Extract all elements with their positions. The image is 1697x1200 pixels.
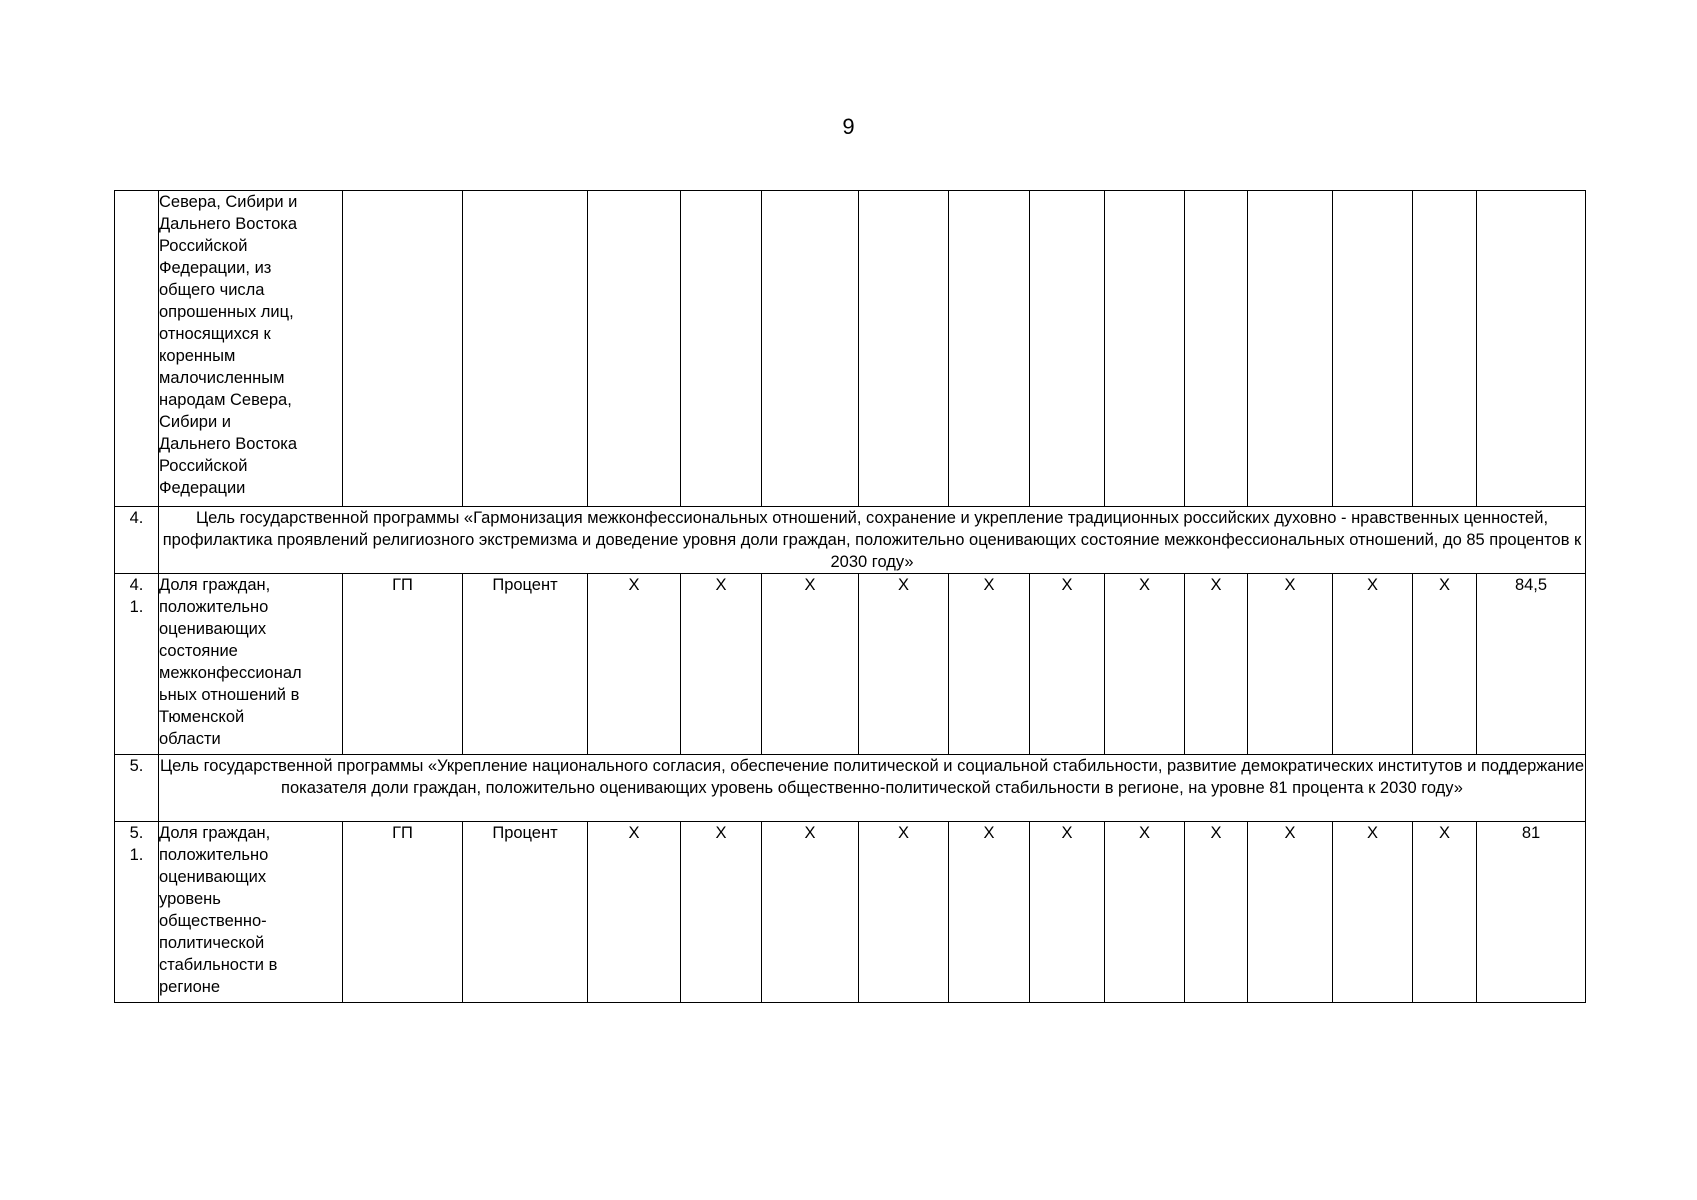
mark-cell: X [949,574,1030,755]
mark-cell: X [1413,822,1477,1003]
row-number-cell [115,191,159,507]
mark-cell: X [949,822,1030,1003]
mark-cell: X [1185,574,1248,755]
row-number [115,574,159,755]
indicators-table [114,190,1586,1003]
indicator-unit: Процент [463,822,588,1003]
indicator-type: ГП [343,574,463,755]
indicator-unit: Процент [463,574,588,755]
mark-cell: X [681,574,762,755]
mark-cell: X [859,822,949,1003]
empty-cell [1477,191,1586,507]
goal-text: Цель государственной программы «Укрепление национального согласия, обеспечение политической и социальной стабильности, развитие демократических институтов и поддержание показателя доли граждан, положительно оценивающих уровень общественно-политической стабильности в регионе, на уровне 81 процента к 2030 году» [159,755,1586,822]
mark-cell: X [859,574,949,755]
empty-cell [1248,191,1333,507]
mark-cell: X [1185,822,1248,1003]
empty-cell [681,191,762,507]
row-number: 4. [115,507,159,574]
mark-cell: X [762,574,859,755]
mark-cell: X [1030,822,1105,1003]
empty-cell [1333,191,1413,507]
indicator-name-cell [159,574,343,755]
row-number [115,822,159,1003]
mark-cell: X [1105,822,1185,1003]
table-row-continuation [115,191,1586,507]
indicator-name-cell [159,191,343,507]
empty-cell [949,191,1030,507]
row-number-text: 5. 1. [129,824,144,864]
empty-cell [859,191,949,507]
page-number: 9 [842,114,855,139]
empty-cell [1185,191,1248,507]
mark-cell: X [1105,574,1185,755]
indicator-name: Доля граждан, положительно оценивающих уровень общественно- политической стабильности в регионе [159,824,278,996]
mark-cell: X [1333,822,1413,1003]
empty-cell [588,191,681,507]
mark-cell: X [762,822,859,1003]
row-number-text: 4. 1. [129,576,144,616]
goal-text: Цель государственной программы «Гармонизация межконфессиональных отношений, сохранение и укрепление традиционных российских духовно - нравственных ценностей, профилактика проявлений религиозного экстремизма и доведение уровня доли граждан, положительно оценивающих состояние межконфессиональных отношений, до 85 процентов к 2030 году» [159,507,1586,574]
empty-cell [1030,191,1105,507]
indicator-name: Севера, Сибири и Дальнего Востока Российской Федерации, из общего числа опрошенных лиц, относящихся к коренным малочисленным народам Севера, Сибири и Дальнего Востока Российской Федерации [159,193,298,497]
mark-cell: X [1413,574,1477,755]
mark-cell: X [588,574,681,755]
empty-cell [1105,191,1185,507]
row-number: 5. [115,755,159,822]
empty-cell [762,191,859,507]
table-row-goal-5 [115,755,1586,822]
empty-cell [463,191,588,507]
target-value: 81 [1477,822,1586,1003]
table-row-indicator-5-1 [115,822,1586,1003]
mark-cell: X [681,822,762,1003]
mark-cell: X [1248,574,1333,755]
empty-cell [1413,191,1477,507]
indicator-type: ГП [343,822,463,1003]
indicator-name-cell [159,822,343,1003]
table-row-goal-4 [115,507,1586,574]
indicator-name: Доля граждан, положительно оценивающих состояние межконфессионал ьных отношений в Тюменской области [159,576,302,748]
mark-cell: X [1030,574,1105,755]
empty-cell [343,191,463,507]
mark-cell: X [588,822,681,1003]
table-row-indicator-4-1 [115,574,1586,755]
target-value: 84,5 [1477,574,1586,755]
mark-cell: X [1248,822,1333,1003]
mark-cell: X [1333,574,1413,755]
